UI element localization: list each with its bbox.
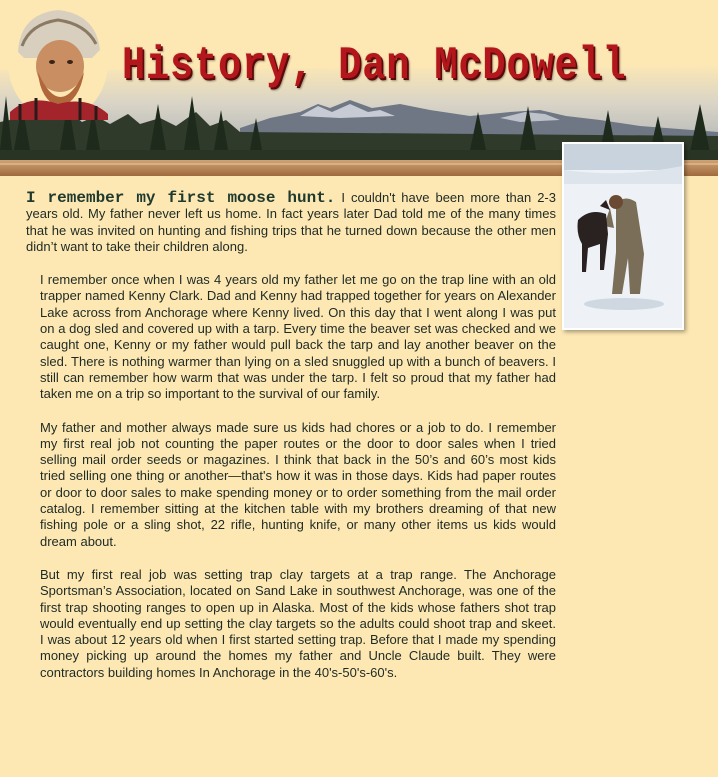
lead-heading: I remember my first moose hunt. [26, 189, 336, 207]
intro-text: I couldn't have been more than 2-3 years old. My father never left us home. In fact years later Dad told me of the many times that he was invited on hunting and fishing trips that he turned down because the other men didn’t want to take their children along. [26, 190, 556, 254]
article-body [26, 190, 556, 698]
page-title: History, Dan McDowell [122, 40, 627, 92]
intro-paragraph [26, 190, 556, 255]
snow-dog-photo [562, 142, 684, 330]
paragraph-chores: My father and mother always made sure us kids had chores or a job to do. I remember my first real job not counting the paper routes or the door to door sales when I tried selling mail order seeds or magazines. I think that back in the 50’s and 60’s most kids tried selling one thing or another—that's how it was in those days. Kids had paper routes or door to door sales to make spending money or to order something from the mail order catalog. I remember sitting at the kitchen table with my brothers dreaming of that new fishing pole or a sling shot, 22 rifle, hunting knife, or many other items us kids would dream about. [40, 419, 556, 549]
trapper-portrait [8, 4, 108, 120]
paragraph-first-job: But my first real job was setting trap clay targets at a trap range. The Anchorage Sportsman’s Association, located on Sand Lake in southwest Anchorage, was one of the first trap shooting ranges to open up in Alaska. Most of the kids whose fathers shot trap would eventually end up setting the clay targets so the adults could shoot trap and skeet. I was about 12 years old when I first started setting trap. Before that I made my spending money picking up around the homes my father and Uncle Claude built. They were contractors building homes In Anchorage in the 40's-50's-60's. [40, 566, 556, 680]
paragraph-trap-line: I remember once when I was 4 years old my father let me go on the trap line with an old trapper named Kenny Clark. Dad and Kenny had trapped together for years on Alexander Lake across from Anchorage where Kenny lived. On this day that I went along I was put on a dog sled and covered up with a tarp. Every time the beaver set was checked and we caught one, Kenny or my father would pull back the tarp and lay another beaver on the sled. There is nothing warmer than lying on a sled snuggled up with a bunch of beavers. I still can remember how warm that was under the tarp. I felt so proud that my father had taken me on a trip so important to the survival of our family. [40, 272, 556, 402]
